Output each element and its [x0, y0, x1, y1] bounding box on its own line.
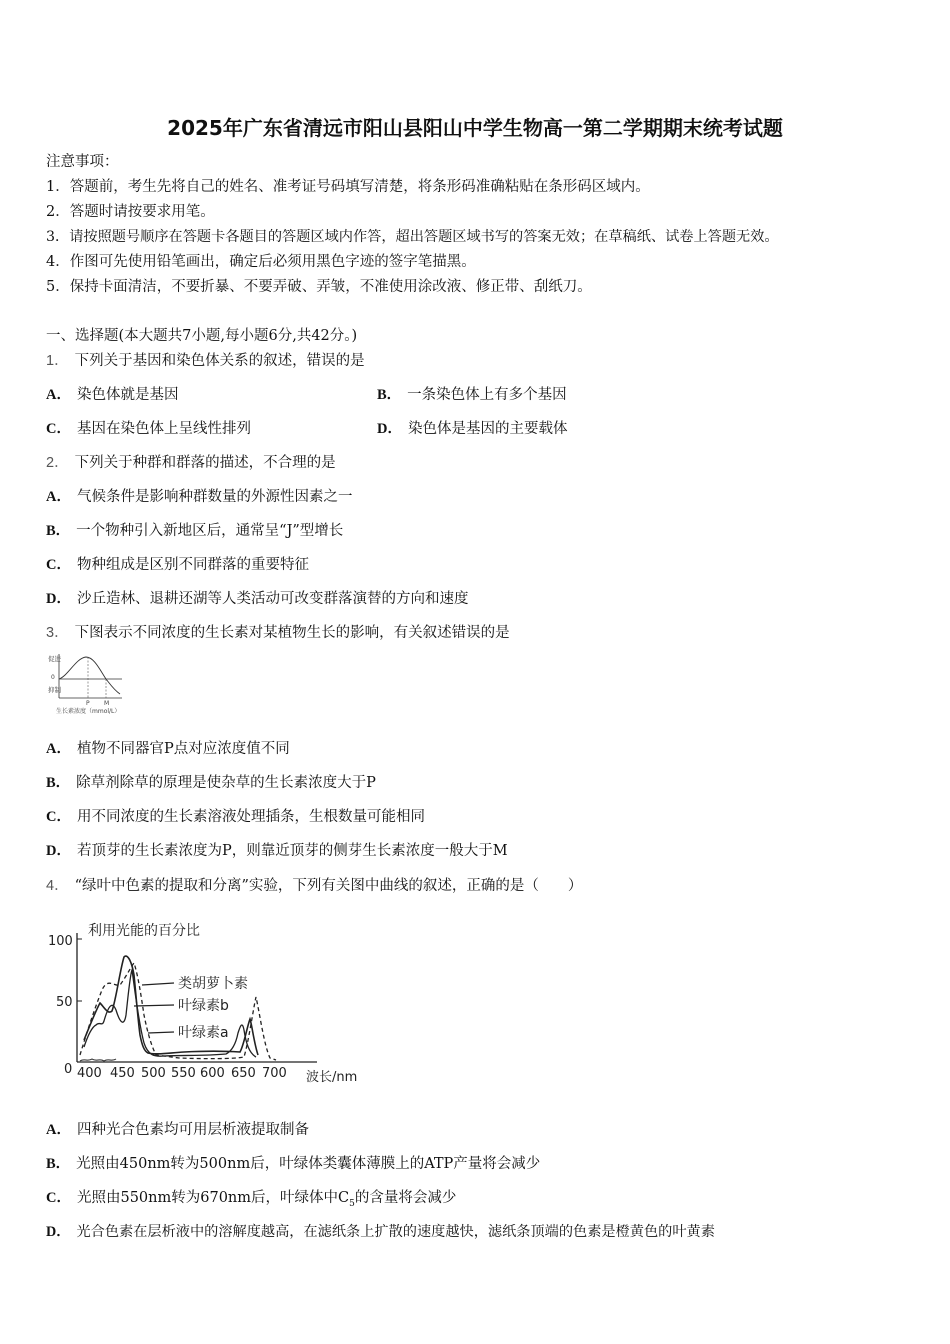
option-4d [46, 1222, 715, 1242]
option-text: 沙丘造林、退耕还湖等人类活动可改变群落演替的方向和速度 [76, 591, 469, 607]
option-3d [46, 841, 508, 861]
pigment-absorption-figure [44, 915, 374, 1090]
fig4-legend-pointer [142, 983, 174, 985]
fig4-x-tick: 450 [110, 1066, 135, 1081]
option-4c [46, 1188, 456, 1214]
auxin-growth-figure [46, 650, 146, 716]
option-label: C． [46, 421, 71, 437]
fig3-y-bottom-label: 抑制 [48, 686, 61, 694]
question-stem-3 [46, 623, 510, 643]
option-3a [46, 739, 290, 759]
fig3-p-label: P [86, 700, 90, 707]
question-stem-1 [46, 351, 365, 371]
question-number: 2． [46, 455, 69, 471]
fig4-y-title: 利用光能的百分比 [88, 923, 200, 939]
question-text: 下列关于基因和染色体关系的叙述，错误的是 [74, 353, 365, 369]
option-4b [46, 1154, 540, 1174]
option-text: 一个物种引入新地区后，通常呈“J”型增长 [76, 523, 344, 539]
fig4-y-tick: 0 [64, 1062, 73, 1077]
option-label: D． [46, 843, 71, 859]
option-text: 染色体就是基因 [76, 387, 179, 403]
fig4-legend-pointer [134, 1005, 174, 1006]
fig4-legend-carotenoid: 类胡萝卜素 [178, 976, 248, 992]
option-text: 用不同浓度的生长素溶液处理插条，生根数量可能相同 [76, 809, 425, 825]
option-text: 基因在染色体上呈线性排列 [76, 421, 251, 437]
option-text: 除草剂除草的原理是使杂草的生长素浓度大于P [76, 775, 376, 791]
fig3-y-zero-label: 0 [51, 674, 55, 681]
option-2a [46, 487, 352, 507]
option-text: 光照由450nm转为500nm后，叶绿体类囊体薄膜上的ATP产量将会减少 [76, 1156, 541, 1172]
option-1a [46, 385, 178, 405]
option-label: B． [46, 1156, 71, 1172]
option-text: 光照由550nm转为670nm后，叶绿体中C [76, 1190, 350, 1206]
option-label: A． [46, 741, 71, 757]
fig4-legend-chlorophyll-a: 叶绿素a [178, 1025, 229, 1041]
question-number: 4． [46, 878, 69, 894]
question-text: 下列关于种群和群落的描述，不合理的是 [74, 455, 336, 471]
option-label: B． [377, 387, 402, 403]
exam-title: 2025年广东省清远市阳山县阳山中学生物高一第二学期期末统考试题 [167, 116, 783, 140]
fig3-y-top-label: 促进 [48, 655, 61, 663]
option-text: 若顶芽的生长素浓度为P，则靠近顶芽的侧芽生长素浓度一般大于M [76, 843, 508, 859]
notice-item: 1．答题前，考生先将自己的姓名、准考证号码填写清楚，将条形码准确粘贴在条形码区域内。 [46, 179, 650, 195]
option-text: 物种组成是区别不同群落的重要特征 [76, 557, 309, 573]
question-stem-4 [46, 876, 582, 896]
fig4-legend-pointer [148, 1032, 174, 1033]
option-label: A． [46, 489, 71, 505]
question-number: 1． [46, 353, 69, 369]
option-label: B． [46, 775, 71, 791]
fig3-curve [59, 657, 120, 694]
question-text: “绿叶中色素的提取和分离”实验，下列有关图中曲线的叙述，正确的是（ ） [74, 878, 583, 894]
notice-item: 2．答题时请按要求用笔。 [46, 204, 215, 220]
fig4-x-tick: 650 [231, 1066, 256, 1081]
fig4-x-tick: 700 [262, 1066, 287, 1081]
fig4-y-tick: 100 [48, 934, 73, 949]
option-2d [46, 589, 468, 609]
notice-item: 4．作图可先使用铅笔画出，确定后必须用黑色字迹的签字笔描黑。 [46, 254, 476, 270]
fig4-x-label: 波长/nm [306, 1070, 358, 1085]
fig4-legend-chlorophyll-b: 叶绿素b [178, 998, 229, 1014]
option-3c [46, 807, 425, 827]
option-label: C． [46, 809, 71, 825]
fig4-x-tick: 400 [77, 1066, 102, 1081]
fig4-x-tick: 500 [141, 1066, 166, 1081]
option-1c [46, 419, 251, 439]
option-2c [46, 555, 309, 575]
option-subscript: 5 [349, 1198, 355, 1209]
option-text: 染色体是基因的主要载体 [407, 421, 568, 437]
option-label: D． [46, 1224, 71, 1240]
option-label: C． [46, 557, 71, 573]
option-text: 光合色素在层析液中的溶解度越高，在滤纸条上扩散的速度越快，滤纸条顶端的色素是橙黄色的叶黄素 [76, 1224, 715, 1240]
option-text: 四种光合色素均可用层析液提取制备 [76, 1122, 309, 1138]
option-4a [46, 1120, 309, 1140]
fig4-x-tick: 600 [200, 1066, 225, 1081]
question-number: 3． [46, 625, 69, 641]
notice-item: 3．请按照题号顺序在答题卡各题目的答题区域内作答，超出答题区域书写的答案无效；在草稿纸、试卷上答题无效。 [46, 229, 779, 245]
notice-heading: 注意事项： [46, 154, 119, 170]
fig3-x-label: 生长素浓度（mmol/L） [56, 708, 121, 715]
option-text: 气候条件是影响种群数量的外源性因素之一 [76, 489, 353, 505]
fig4-baseline-noise [80, 1059, 116, 1061]
fig4-x-tick: 550 [171, 1066, 196, 1081]
option-label: B． [46, 523, 71, 539]
option-text-tail: 的含量将会减少 [354, 1190, 457, 1206]
option-label: D． [377, 421, 402, 437]
option-3b [46, 773, 376, 793]
option-2b [46, 521, 343, 541]
option-label: A． [46, 1122, 71, 1138]
question-stem-2 [46, 453, 336, 473]
section-heading: 一、选择题(本大题共7小题,每小题6分,共42分。) [46, 328, 358, 344]
option-1b [377, 385, 567, 405]
notice-item: 5．保持卡面清洁，不要折暴、不要弄破、弄皱，不准使用涂改液、修正带、刮纸刀。 [46, 279, 592, 295]
question-text: 下图表示不同浓度的生长素对某植物生长的影响，有关叙述错误的是 [74, 625, 510, 641]
option-label: A． [46, 387, 71, 403]
option-label: D． [46, 591, 71, 607]
fig3-m-label: M [104, 700, 110, 707]
option-text: 一条染色体上有多个基因 [407, 387, 567, 403]
option-1d [377, 419, 567, 439]
fig4-y-tick: 50 [56, 995, 73, 1010]
option-label: C． [46, 1190, 71, 1206]
option-text: 植物不同器官P点对应浓度值不同 [76, 741, 290, 757]
